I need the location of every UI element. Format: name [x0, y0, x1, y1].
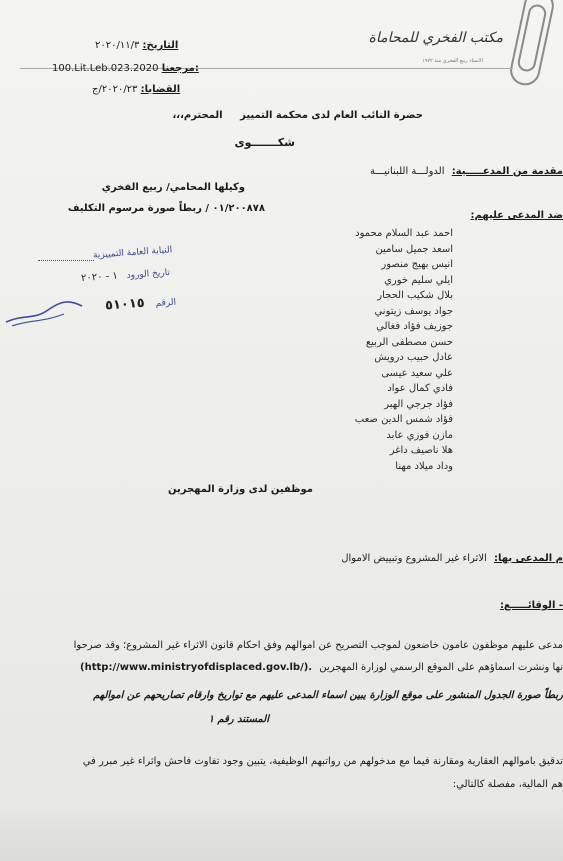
subject-title: شكـــــــوى [234, 136, 295, 149]
stamp-number-value: ٥١٠١٥ [104, 295, 146, 314]
scan-shadow [0, 800, 563, 861]
defendant-name: احمد عبد السلام محمود [355, 228, 453, 239]
defendant-name: انيس بهيج منصور [381, 259, 453, 270]
stamp-date-value: ١ - ٢٠٢٠ [80, 270, 119, 285]
ref-line [52, 63, 199, 74]
defendant-name: اسعد جميل سامين [375, 243, 453, 255]
charges-value: الاثراء غير المشروع وتبييض الاموال [341, 553, 487, 564]
charges-line [341, 553, 563, 564]
case-line [92, 84, 180, 95]
plaintiff-label: مقدمة من المدعـــــية: [451, 166, 563, 177]
attorney-line: وكيلها المحامي/ ربيع الفخري [101, 182, 245, 193]
defendant-name: عادل حبيب درويش [374, 352, 453, 363]
case-label: القضايا: [140, 84, 181, 95]
attorney-decree-text: ربطاً صورة مرسوم التكليف [67, 203, 202, 214]
defendant-name: حسن مصطفى الربيع [365, 336, 453, 348]
defendant-name: فؤاد جرجي الهبر [384, 398, 453, 410]
charges-label: م المدعى بها: [493, 553, 563, 564]
stamp-line-3 [104, 294, 176, 314]
stamp-dots [38, 260, 94, 261]
defendant-name: هلا ناصيف داغر [389, 445, 453, 456]
letterhead-logo: مكتب الفخري للمحاماة [368, 30, 503, 46]
attorney-decree-num: ٠١/٢٠٠٨٧٨ / [205, 203, 265, 214]
stamp-line-2 [81, 267, 171, 284]
facts-para3-b: هم المالية، مفصلة كالتالي: [452, 779, 563, 790]
facts-para2: ربطاً صورة الجدول المنشور على موقع الوزارة يبين اسماء المدعى عليهم مع تواريخ وارقام تصاريحهم عن اموالهم [93, 690, 563, 701]
defendant-name: جوزيف فؤاد فغالي [376, 321, 453, 332]
ministry-url-link[interactable]: (http://www.ministryofdisplaced.gov.lb/). [80, 662, 313, 673]
facts-para1-b-text: نها ونشرت اسماؤهم على الموقع الرسمي لوزارة المهجرين [319, 662, 563, 673]
ref-label: مرجعنا: [161, 63, 199, 74]
employees-line: موظفين لدى وزارة المهجرين [167, 484, 313, 495]
date-label: التاريخ: [142, 40, 179, 51]
defendant-name: مازن فوزي عابد [386, 429, 453, 441]
stamp-line-1: النيابة العامة التمييزية [92, 245, 173, 261]
stamp-number-label: الرقم [155, 297, 177, 309]
date-value: ٢٠٢٠/١١/٣ [95, 40, 140, 51]
stamp-signature-icon [4, 292, 84, 332]
facts-para3-a: تدقيق باموالهم العقارية ومقارنة فيما مع مدخولهم من رواتبهم الوظيفية، يتبين وجود تفاوت فاحش واثراء غير مبرر في [82, 756, 563, 767]
defendant-name: جواد يوسف زيتوني [374, 305, 453, 317]
letterhead-subtitle: الاستاذ ربيع الفخري منذ ١٩٧٢ [422, 58, 483, 64]
plaintiff-line [370, 166, 563, 177]
defendant-name: بلال شكيب الحجار [377, 290, 453, 301]
ref-value: 100.Lit.Leb.023.2020 [52, 63, 159, 74]
date-line [95, 40, 178, 51]
addressee-honorific: المحترم،،، [172, 110, 223, 121]
addressee-line [172, 110, 423, 121]
defendant-name: وداد ميلاد مهنا [395, 460, 453, 472]
defendant-name: فؤاد شمس الدين صعب [354, 414, 453, 425]
addressee-text: حضرة النائب العام لدى محكمة التمييز [240, 110, 423, 121]
defendant-name: فادي كمال عواد [387, 383, 453, 394]
facts-para2-ref: المستند رقم ١ [208, 714, 269, 725]
plaintiff-value: الدولـــة اللبنانيـــة [370, 166, 445, 177]
case-value: ٢٠٢٠/٢٣/ج [92, 84, 138, 95]
defendants-label: ضد المدعى عليهم: [470, 210, 563, 221]
facts-para1-b [80, 662, 563, 673]
defendants-list [253, 228, 453, 476]
stamp-date-label: تاريخ الورود [126, 267, 171, 281]
defendant-name: ايلي سليم خوري [384, 274, 453, 286]
receipt-stamp [10, 245, 180, 328]
facts-label: - الوقائـــــع: [499, 600, 563, 611]
facts-para1-a: مدعى عليهم موظفون عامون خاضعون لموجب التصريح عن اموالهم وفق احكام قانون الاثراء غير المشروع؛ وقد صرحوا [73, 640, 563, 651]
defendant-name: علي سعيد عيسى [381, 367, 453, 379]
attorney-decree-line [68, 203, 265, 214]
